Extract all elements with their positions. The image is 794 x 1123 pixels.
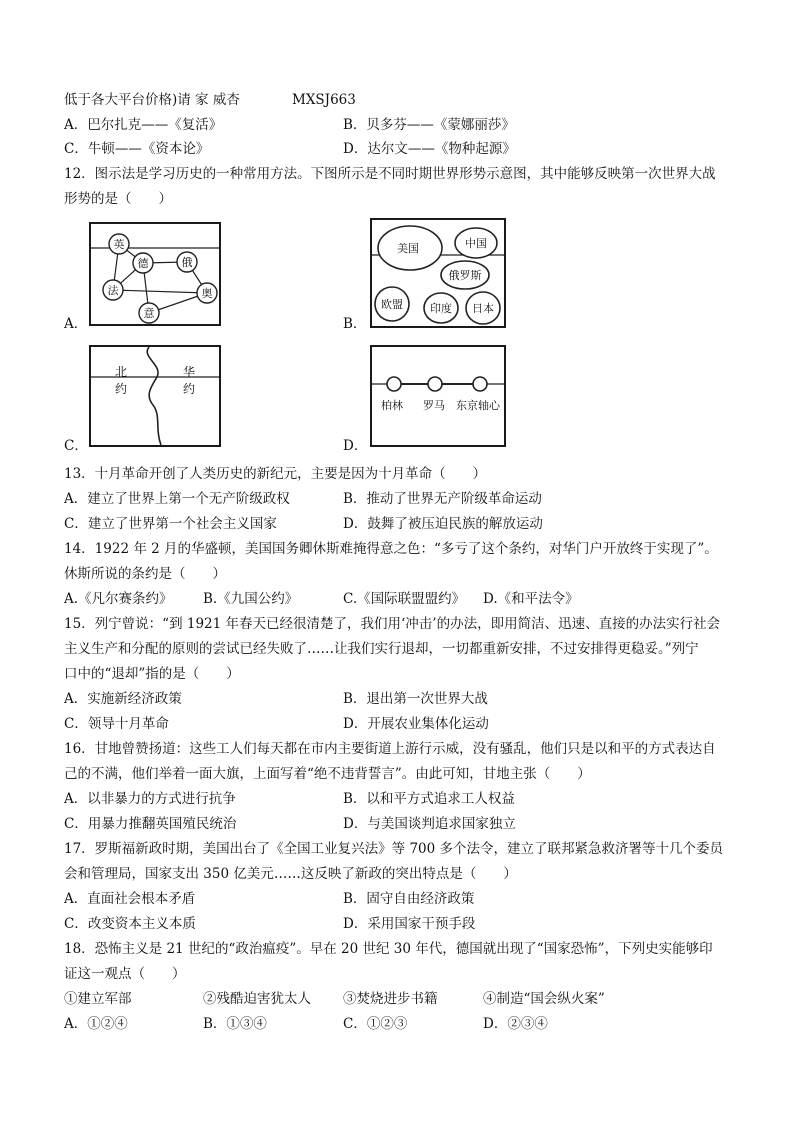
q14-stem-line1: 14．1922 年 2 月的华盛顿，美国国务卿休斯难掩得意之色：“多亏了这个条约，对华门户开放终于实现了”。 — [64, 541, 718, 557]
figb-node-japan: 日本 — [472, 302, 494, 315]
q18-item-4: ④制造“国会纵火案” — [483, 991, 605, 1007]
q16-option-b: B．以和平方式追求工人权益 — [343, 791, 515, 807]
q18-option-a: A．①②④ — [64, 1016, 128, 1032]
figc-right-char1: 华 — [182, 365, 196, 379]
q17-option-b: B．固守自由经济政策 — [343, 891, 475, 907]
q15-option-c: C．领导十月革命 — [64, 716, 169, 732]
figc-right-char2: 约 — [182, 382, 196, 396]
q18-stem-line1: 18．恐怖主义是 21 世纪的“政治瘟疫”。早在 20 世纪 30 年代，德国就出现了“国家恐怖”，下列史实能够印 — [64, 941, 713, 957]
q13-option-d: D．鼓舞了被压迫民族的解放运动 — [343, 516, 543, 532]
q18-item-1: ①建立军部 — [64, 991, 132, 1007]
q12-label-c: C． — [64, 438, 88, 454]
q17-stem-line2: 会和管理局，国家支出 350 亿美元……这反映了新政的突出特点是（ ） — [64, 866, 517, 882]
figc-left-char1: 北 — [114, 365, 128, 379]
q16-option-a: A．以非暴力的方式进行抗争 — [64, 791, 236, 807]
q12-label-a: A． — [64, 316, 88, 332]
q18-item-3: ③焚烧进步书籍 — [343, 991, 438, 1007]
figd-node-tokyo: 东京轴心 — [456, 399, 500, 412]
figa-node-yi: 意 — [143, 307, 155, 320]
q14-option-a: A.《凡尔赛条约》 — [64, 591, 173, 607]
header-text: 低于各大平台价格)请 家 威杏 — [64, 92, 240, 108]
q12-label-b: B． — [343, 316, 367, 332]
q18-stem-line2: 证这一观点（ ） — [64, 966, 186, 982]
q15-stem-line3: 口中的“退却”指的是（ ） — [64, 666, 240, 682]
q15-option-d: D．开展农业集体化运动 — [343, 716, 489, 732]
figb-node-russia: 俄罗斯 — [448, 269, 482, 282]
q15-stem-line1: 15．列宁曾说：“到 1921 年春天已经很清楚了，我们用‘冲击’的办法，即用简洁、迅速、直接的办法实行社会 — [64, 616, 721, 632]
q13-option-b: B．推动了世界无产阶级革命运动 — [343, 491, 542, 507]
figa-node-fa: 法 — [107, 284, 119, 297]
figa-node-e: 俄 — [181, 256, 193, 269]
figa-node-de: 德 — [137, 257, 149, 270]
figure-a — [89, 222, 221, 326]
q16-option-d: D．与美国谈判追求国家独立 — [343, 816, 516, 832]
q15-option-a: A．实施新经济政策 — [64, 691, 182, 707]
figd-node-berlin: 柏林 — [381, 399, 403, 412]
figa-node-ao: 奥 — [201, 287, 213, 300]
figb-node-china: 中国 — [465, 237, 487, 250]
q17-stem-line1: 17．罗斯福新政时期，美国出台了《全国工业复兴法》等 700 多个法令，建立了联邦紧急救济署等十几个委员 — [64, 841, 724, 857]
q12-stem-line2: 形势的是（ ） — [64, 191, 172, 207]
q11-option-b: B．贝多芬——《蒙娜丽莎》 — [343, 117, 515, 133]
q18-option-c: C．①②③ — [343, 1016, 408, 1032]
figure-c — [89, 345, 221, 447]
q18-option-b: B．①③④ — [203, 1016, 267, 1032]
header-code: MXSJ663 — [292, 92, 356, 108]
q18-option-d: D．②③④ — [483, 1016, 548, 1032]
figa-node-ying: 英 — [113, 238, 125, 251]
q11-option-c: C．牛顿——《资本论》 — [64, 141, 210, 157]
q13-option-c: C．建立了世界第一个社会主义国家 — [64, 516, 277, 532]
figb-node-india: 印度 — [430, 302, 452, 315]
q15-stem-line2: 主义生产和分配的原则的尝试已经失败了……让我们实行退却，一切都重新安排，不过安排得更稳妥。”列宁 — [64, 641, 699, 657]
q14-option-b: B.《九国公约》 — [203, 591, 299, 607]
figb-node-us: 美国 — [397, 242, 419, 255]
q11-option-a: A．巴尔扎克——《复活》 — [64, 117, 223, 133]
q17-option-c: C．改变资本主义本质 — [64, 916, 196, 932]
figure-b — [370, 218, 506, 328]
q18-item-2: ②残酷迫害犹太人 — [203, 991, 311, 1007]
figc-left-char2: 约 — [114, 382, 128, 396]
q14-option-c: C.《国际联盟盟约》 — [343, 591, 466, 607]
q11-option-d: D．达尔文——《物种起源》 — [343, 141, 516, 157]
figure-d — [370, 345, 506, 447]
q14-stem-line2: 休斯所说的条约是（ ） — [64, 566, 226, 582]
q17-option-d: D．采用国家干预手段 — [343, 916, 476, 932]
q12-stem-line1: 12．图示法是学习历史的一种常用方法。下图所示是不同时期世界形势示意图，其中能够反映第一次世界大战 — [64, 166, 716, 182]
q13-stem: 13．十月革命开创了人类历史的新纪元，主要是因为十月革命（ ） — [64, 466, 487, 482]
q17-option-a: A．直面社会根本矛盾 — [64, 891, 196, 907]
q15-option-b: B．退出第一次世界大战 — [343, 691, 488, 707]
q16-stem-line1: 16．甘地曾赞扬道：这些工人们每天都在市内主要街道上游行示威，没有骚乱，他们只是以和平的方式表达自 — [64, 741, 716, 757]
q14-option-d: D.《和平法令》 — [483, 591, 579, 607]
q16-stem-line2: 己的不满，他们举着一面大旗，上面写着“绝不违背誓言”。由此可知，甘地主张（ ） — [64, 766, 591, 782]
figd-node-rome: 罗马 — [423, 399, 445, 412]
q13-option-a: A．建立了世界上第一个无产阶级政权 — [64, 491, 290, 507]
q12-label-d: D． — [343, 438, 368, 454]
q16-option-c: C．用暴力推翻英国殖民统治 — [64, 816, 237, 832]
figb-node-eu: 欧盟 — [381, 298, 403, 311]
